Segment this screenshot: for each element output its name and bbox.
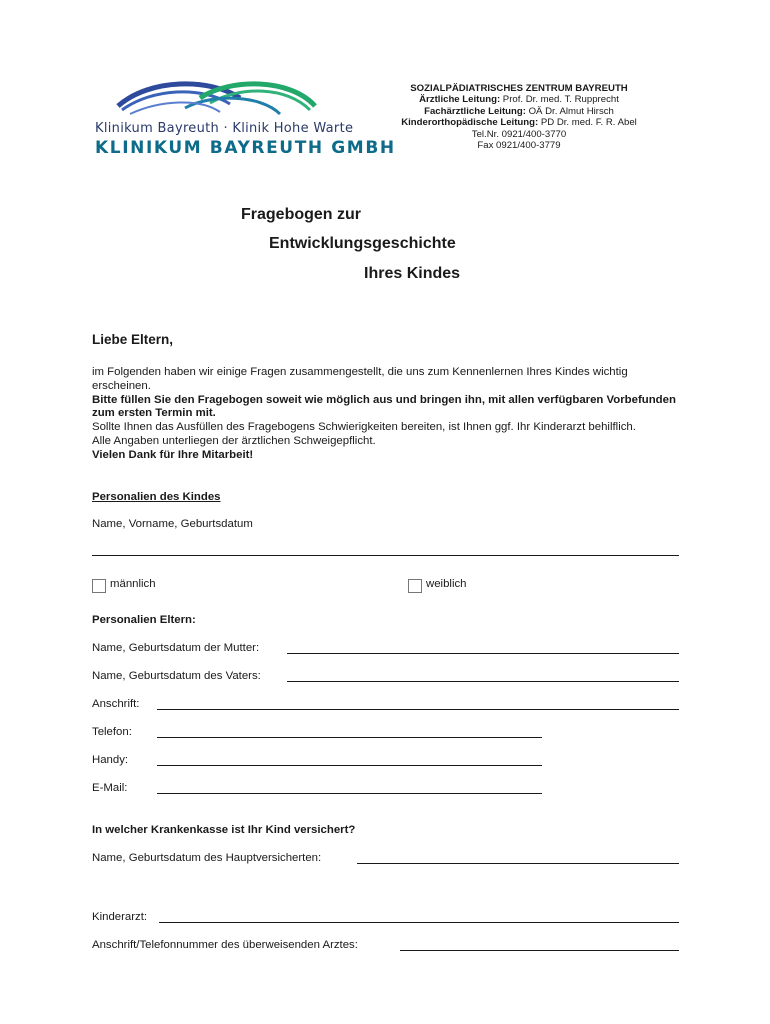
parents-heading: Personalien Eltern: bbox=[92, 614, 196, 626]
mother-label: Name, Geburtsdatum der Mutter: bbox=[92, 642, 260, 654]
center-header bbox=[380, 83, 658, 151]
header-value: PD Dr. med. F. R. Abel bbox=[538, 117, 637, 129]
female-label: weiblich bbox=[426, 578, 467, 590]
mobile-label: Handy: bbox=[92, 754, 129, 766]
intro-paragraph: Sollte Ihnen das Ausfüllen des Fragebogens Schwierigkeiten bereiten, ist Ihnen ggf. Ihr Kinderarzt behilflich. bbox=[92, 421, 636, 434]
mobile-field[interactable] bbox=[157, 765, 542, 766]
title-line-3: Ihres Kindes bbox=[364, 265, 461, 282]
father-label: Name, Geburtsdatum des Vaters: bbox=[92, 670, 261, 682]
logo-subtitle: Klinikum Bayreuth · Klinik Hohe Warte bbox=[95, 121, 354, 136]
header-label: Ärztliche Leitung: bbox=[419, 94, 501, 106]
header-line-medical bbox=[380, 94, 658, 105]
intro-paragraph: Alle Angaben unterliegen der ärztlichen Schweigepflicht. bbox=[92, 434, 376, 447]
insured-label: Name, Geburtsdatum des Hauptversicherten: bbox=[92, 852, 322, 864]
insured-field[interactable] bbox=[357, 863, 679, 864]
header-line-specialist bbox=[380, 106, 658, 117]
intro-paragraph-bold: Bitte füllen Sie den Fragebogen soweit wie möglich aus und bringen ihn, mit allen verfügbaren Vorbefunden zum ersten Termin mit. bbox=[92, 393, 676, 420]
male-checkbox[interactable] bbox=[92, 579, 106, 593]
intro-thanks: Vielen Dank für Ihre Mitarbeit! bbox=[92, 448, 254, 461]
male-label: männlich bbox=[110, 578, 156, 590]
header-label: Kinderorthopädische Leitung: bbox=[401, 117, 539, 129]
header-fax: Fax 0921/400-3779 bbox=[477, 140, 561, 152]
phone-field[interactable] bbox=[157, 737, 542, 738]
intro-paragraph: im Folgenden haben wir einige Fragen zusammengestellt, die uns zum Kennenlernen Ihres Kindes wichtig erscheinen. bbox=[92, 366, 628, 392]
phone-label: Telefon: bbox=[92, 726, 132, 738]
mother-field[interactable] bbox=[287, 653, 679, 654]
child-name-label: Name, Vorname, Geburtsdatum bbox=[92, 518, 253, 530]
address-label: Anschrift: bbox=[92, 698, 140, 710]
logo-title: KLINIKUM BAYREUTH GMBH bbox=[95, 138, 396, 158]
child-name-field[interactable] bbox=[92, 555, 679, 556]
header-value: Prof. Dr. med. T. Rupprecht bbox=[500, 94, 619, 106]
center-name: SOZIALPÄDIATRISCHES ZENTRUM BAYREUTH bbox=[410, 83, 628, 94]
header-tel: Tel.Nr. 0921/400-3770 bbox=[471, 128, 567, 140]
child-heading: Personalien des Kindes bbox=[92, 491, 221, 503]
header-label: Fachärztliche Leitung: bbox=[424, 105, 526, 117]
referring-doctor-label: Anschrift/Telefonnummer des überweisenden Arztes: bbox=[92, 939, 358, 951]
header-line-ortho bbox=[380, 117, 658, 128]
intro-text bbox=[92, 366, 678, 463]
greeting: Liebe Eltern, bbox=[92, 332, 174, 347]
email-field[interactable] bbox=[157, 793, 542, 794]
insurance-heading: In welcher Krankenkasse ist Ihr Kind versichert? bbox=[92, 824, 356, 836]
clinic-logo bbox=[90, 76, 396, 162]
pediatrician-label: Kinderarzt: bbox=[92, 911, 148, 923]
title-line-2: Entwicklungsgeschichte bbox=[269, 235, 456, 252]
address-field[interactable] bbox=[157, 709, 679, 710]
father-field[interactable] bbox=[287, 681, 679, 682]
pediatrician-field[interactable] bbox=[159, 922, 679, 923]
email-label: E-Mail: bbox=[92, 782, 128, 794]
logo-arcs-icon bbox=[90, 76, 345, 126]
title-line-1: Fragebogen zur bbox=[241, 206, 362, 223]
referring-doctor-field[interactable] bbox=[400, 950, 679, 951]
header-value: OÄ Dr. Almut Hirsch bbox=[525, 105, 614, 117]
female-checkbox[interactable] bbox=[408, 579, 422, 593]
